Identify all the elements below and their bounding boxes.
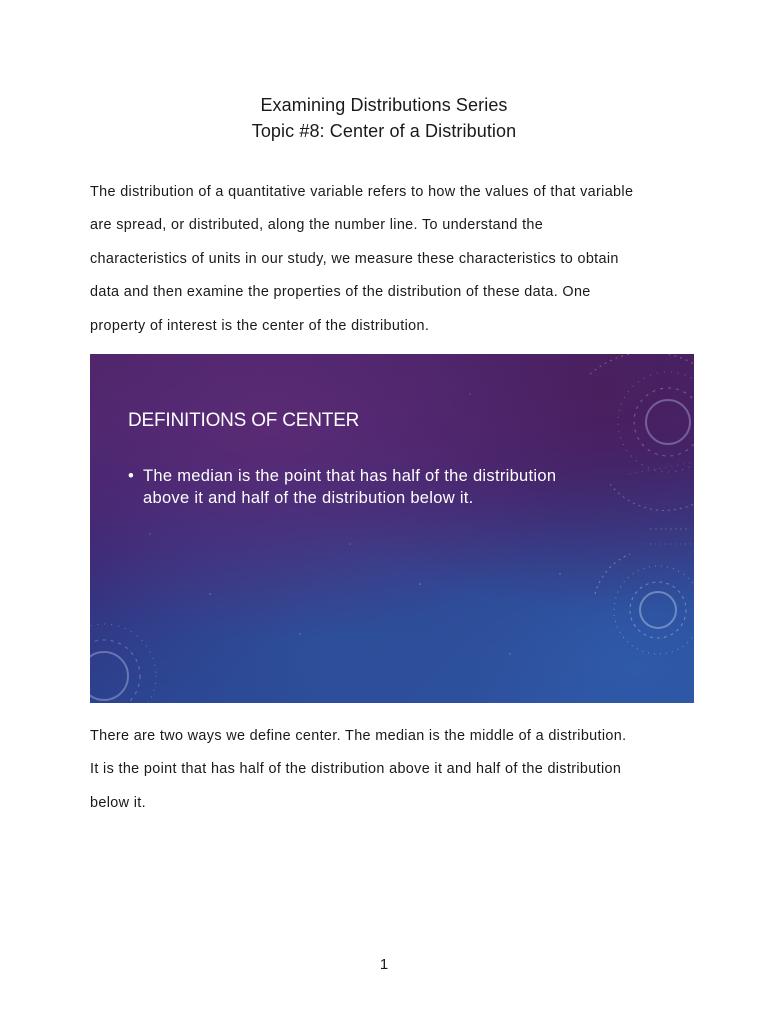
page-number: 1 [379, 956, 389, 973]
intro-paragraph [90, 176, 690, 343]
bullet-dot-icon: • [128, 467, 135, 485]
intro-line: data and then examine the properties of the distribution of these data. One [90, 284, 591, 301]
slide-bullet-line: above it and half of the distribution below it. [143, 489, 474, 507]
slide-bullet-text [128, 465, 648, 509]
circuit-rings-icon [90, 354, 694, 703]
intro-line: are spread, or distributed, along the number line. To understand the [90, 217, 544, 234]
intro-line: The distribution of a quantitative variable refers to how the values of that variable [90, 184, 634, 200]
outro-paragraph [90, 720, 690, 820]
intro-line: characteristics of units in our study, we measure these characteristics to obtain [90, 250, 619, 267]
embedded-slide [90, 354, 694, 703]
intro-line: property of interest is the center of the distribution. [90, 317, 430, 334]
title-topic: Topic #8: Center of a Distribution [251, 121, 517, 141]
document-title [0, 92, 768, 144]
outro-line: below it. [90, 794, 146, 811]
slide-title: DEFINITIONS OF CENTER [128, 410, 360, 431]
slide-bullet-line: The median is the point that has half of the distribution [143, 467, 557, 485]
outro-line: It is the point that has half of the distribution above it and half of the distribution [90, 761, 622, 778]
title-series: Examining Distributions Series [260, 95, 508, 115]
slide-bullet [128, 465, 648, 509]
outro-line: There are two ways we define center. The median is the middle of a distribution. [90, 728, 627, 744]
